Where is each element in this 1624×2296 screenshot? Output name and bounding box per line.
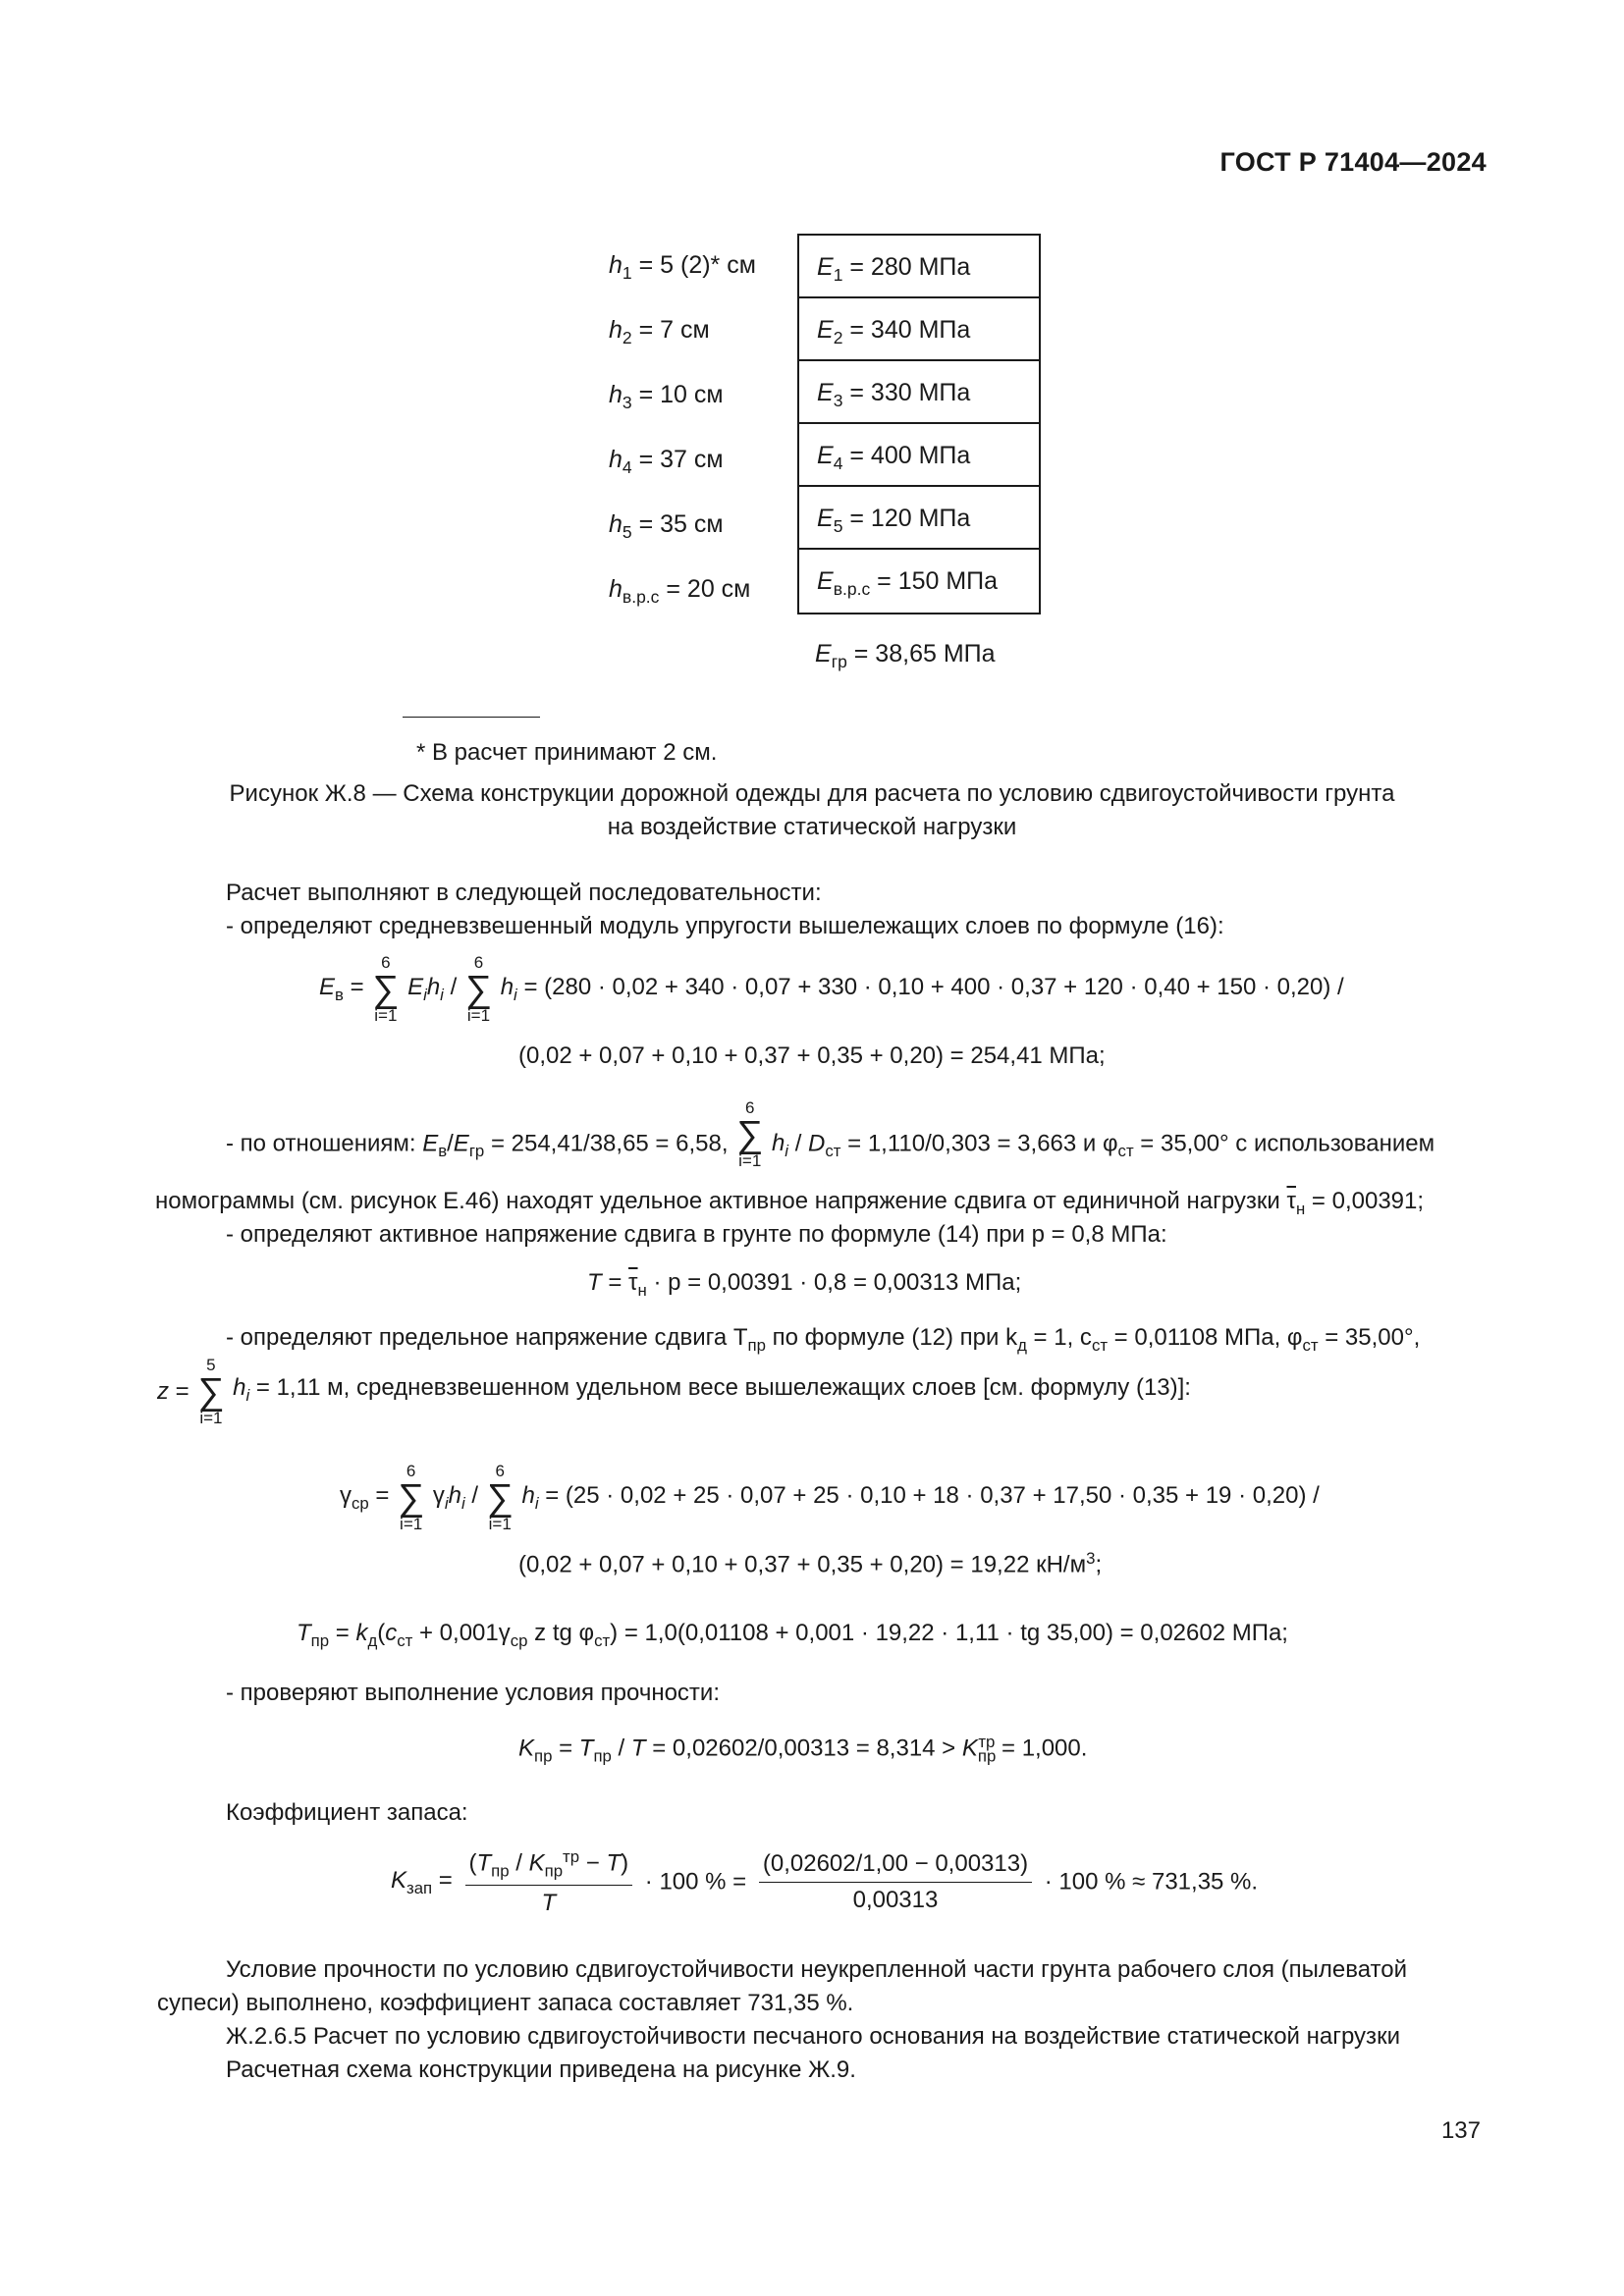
formula-safety-factor: $K_{зап}$ = $\frac{(T_{пр} / K_{пр}^{тр} - T)}{T}$ · 100 % = $\frac{(0,02602/1,00 - 0,00313)}{0,00313}$ · 100 % ≈ 731,35 %. — [391, 1847, 1259, 1917]
paragraph-limit-stress: - определяют предельное напряжение сдвига $T_{пр}$ по формуле (12) при $k_д = 1$, $c_{ст} = 0,01108$ МПа, $\varphi_{ст} = 35,00^\circ$, — [226, 1324, 1421, 1355]
modulus-cell-1: $E_1 = 280$ МПа — [799, 236, 1039, 298]
paragraph-depth: z = 5 ∑ i=1 $h_i = 1,11$ м, средневзвешенном удельном весе вышележащих слоев [см. формулу (13)]: — [157, 1356, 1191, 1427]
layer-thickness-3: $h_3 = 10$ см — [609, 381, 724, 413]
modulus-cell-5: $E_5 = 120$ МПа — [799, 487, 1039, 550]
paragraph-scheme-reference: Расчетная схема конструкции приведена на рисунке Ж.9. — [226, 2056, 856, 2083]
document-code: ГОСТ Р 71404—2024 — [1219, 147, 1487, 177]
paragraph-safety-factor: Коэффициент запаса: — [226, 1799, 468, 1826]
modulus-cell-4: $E_4 = 400$ МПа — [799, 424, 1039, 487]
figure-caption-line1: Рисунок Ж.8 — Схема конструкции дорожной одежды для расчета по условию сдвигоустойчивости грунта — [229, 780, 1395, 807]
footnote: * В расчет принимают 2 см. — [416, 739, 718, 766]
modulus-cell-2: $E_2 = 340$ МПа — [799, 298, 1039, 361]
figure-caption-line2: на воздействие статической нагрузки — [607, 814, 1017, 840]
footnote-rule — [403, 717, 540, 718]
formula-weighted-unit-weight-line2: (0,02 + 0,07 + 0,10 + 0,37 + 0,35 + 0,20) = 19,22 $кН/м^3$; — [518, 1549, 1103, 1578]
layer-thickness-6: $h_{в.р.с} = 20$ см — [609, 575, 751, 608]
paragraph-step-modulus: - определяют средневзвешенный модуль упругости вышележащих слоев по формуле (16): — [226, 913, 1224, 939]
formula-strength-check: $K_{пр} = T_{пр} / T = 0,02602/0,00313 = 8,314 > K_{пр}^{тр} = 1,000$. — [518, 1733, 1088, 1766]
layer-thickness-5: $h_5 = 35$ см — [609, 510, 724, 543]
paragraph-conclusion-line1: Условие прочности по условию сдвигоустойчивости неукрепленной части грунта рабочего слоя (пылеватой — [226, 1956, 1407, 1983]
formula-active-stress: $T = \overline{\tau}_н \cdot p = 0,00391 \cdot 0,8 = 0,00313$ МПа; — [587, 1269, 1022, 1300]
paragraph-conclusion-line2: супеси) выполнено, коэффициент запаса составляет 731,35 %. — [157, 1990, 854, 2016]
paragraph-ratios: - по отношениям: $E_в/E_{гр} = 254,41/38,65 = 6,58$, 6 ∑ i=1 $h_i / D_{ст} = 1,110/0,303 = 3,663$ и $\varphi_{ст} = 35,00^\circ$ с использованием — [226, 1098, 1435, 1170]
formula-weighted-modulus: $E_в$ = 6 ∑ i=1 $E_ih_i$ / 6 ∑ i=1 $h_i = (280 \cdot 0,02 + 340 \cdot 0,07 + 330 \cdot 0,10 + 400 \cdot 0,37 + 120 \cdot 0,40 + 150 \cdot 0,20)$ / — [319, 953, 1344, 1025]
layer-modulus-table — [797, 234, 1041, 614]
formula-weighted-modulus-line2: (0,02 + 0,07 + 0,10 + 0,37 + 0,35 + 0,20) = 254,41 МПа; — [518, 1042, 1106, 1069]
formula-weighted-unit-weight: $\gamma_{ср}$ = 6 ∑ i=1 $\gamma_ih_i$ / 6 ∑ i=1 $h_i = (25 \cdot 0,02 + 25 \cdot 0,07 + 25 \cdot 0,10 + 18 \cdot 0,37 + 17,50 \cdot 0,35 + 19 \cdot 0,20)$ / — [340, 1462, 1320, 1533]
paragraph-sequence: Расчет выполняют в следующей последовательности: — [226, 880, 822, 906]
section-heading-zh265: Ж.2.6.5 Расчет по условию сдвигоустойчивости песчаного основания на воздействие статической нагрузки — [226, 2023, 1400, 2050]
paragraph-active-stress: - определяют активное напряжение сдвига в грунте по формуле (14) при p = 0,8 МПа: — [226, 1221, 1167, 1248]
paragraph-check-strength: - проверяют выполнение условия прочности: — [226, 1680, 720, 1706]
paragraph-nomogram: номограммы (см. рисунок Е.46) находят удельное активное напряжение сдвига от единичной нагрузки $\overline{\tau}_н = 0,00391$; — [155, 1188, 1425, 1218]
layer-thickness-4: $h_4 = 37$ см — [609, 446, 724, 478]
layer-thickness-1: $h_1 = 5$ (2)* см — [609, 251, 756, 284]
formula-limit-stress: $T_{пр} = k_д(c_{ст} + 0,001\gamma_{ср}$ z tg $\varphi_{ст}) = 1,0(0,01108 + 0,001 \cdot 19,22 \cdot 1,11$ · tg 35,00) = 0,02602 МПа; — [297, 1620, 1288, 1650]
page-number: 137 — [1440, 2117, 1481, 2144]
modulus-cell-6: $E_{в.р.с} = 150$ МПа — [817, 567, 999, 600]
modulus-cell-3: $E_3 = 330$ МПа — [799, 361, 1039, 424]
ground-modulus: $E_{гр} = 38,65$ МПа — [815, 640, 996, 672]
layer-thickness-2: $h_2 = 7$ см — [609, 316, 710, 348]
